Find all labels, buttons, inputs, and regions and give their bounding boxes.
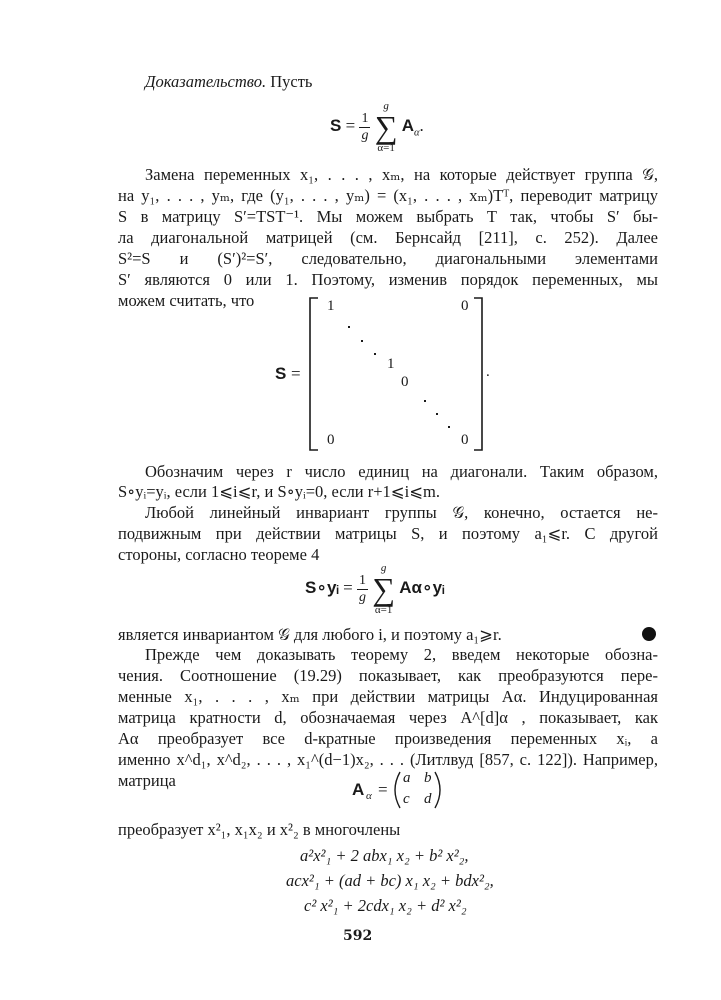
- eq2-sum-top: g: [380, 562, 387, 574]
- eq1-lhs: S: [330, 115, 342, 135]
- eq1-frac-num: 1: [361, 110, 369, 126]
- p2-line-5: стороны, согласно теореме 4: [118, 545, 320, 564]
- matrix-one-mid: 1: [387, 356, 395, 372]
- p5-line-1: преобразует x²₁, x₁x₂ и x²₂ в многочлены: [118, 820, 401, 839]
- p1-line-1: Замена переменных x₁, . . . , xₘ, на которые действует группа 𝒢,: [145, 165, 658, 184]
- p1-line-3: S в матрицу S′=TST⁻¹. Мы можем выбрать T так, чтобы S′ бы-: [118, 207, 658, 226]
- eq3-d: d: [424, 791, 432, 807]
- eq3-lhs: A: [352, 780, 365, 799]
- matrix-one-top: 1: [327, 298, 335, 314]
- eq1-term-sub: α: [414, 127, 420, 139]
- eq2-frac-num: 1: [358, 572, 366, 588]
- eq3-c: c: [403, 791, 410, 807]
- p4-line-5: Aα преобразует все d-кратные произведения переменных xᵢ, а: [118, 729, 658, 748]
- matrix-zero-bottomright: 0: [461, 432, 469, 448]
- p2-line-3: Любой линейный инвариант группы 𝒢, конечно, остается не-: [145, 503, 658, 522]
- eq2-term: Aα∘yᵢ: [399, 577, 445, 597]
- equation-s-definition: S = $\frac{1}{g}$ g ∑ α=1 $A_\alpha$.: [330, 100, 424, 154]
- p4-line-2: чения. Соотношение (19.29) показывает, как преобразуются пере-: [118, 666, 658, 685]
- eq1-frac-den: g: [361, 127, 369, 143]
- eq1-tail: .: [419, 115, 424, 135]
- eq3-lhs-sub: α: [366, 790, 372, 802]
- proof-label: Доказательство.: [145, 72, 267, 91]
- p4-line-3: менные x₁, . . . , xₘ при действии матрицы Aα. Индуцированная: [118, 687, 658, 706]
- page-number: 592: [343, 928, 373, 944]
- matrix-zero-bottomleft: 0: [327, 432, 335, 448]
- eq2-sum: g ∑ α=1: [372, 562, 395, 616]
- matrix-zero-topright: 0: [461, 298, 469, 314]
- eq3-equals: =: [378, 780, 388, 799]
- eq1-sum-top: g: [383, 100, 389, 112]
- matrix-tail: .: [486, 364, 490, 380]
- eq3-b: b: [424, 770, 432, 786]
- p1-line-5: S²=S и (S′)²=S′, следовательно, диагональными элементами: [118, 249, 658, 268]
- p4-line-4: матрица кратности d, обозначаемая через A^[d]α , показывает, как: [118, 708, 658, 727]
- p1-line-2: на y₁, . . . , yₘ, где (y₁, . . . , yₘ) = (x₁, . . . , xₘ)Tᵀ, переводит матрицу: [118, 186, 658, 205]
- p4-line-1: Прежде чем доказывать теорему 2, введем некоторые обозна-: [145, 645, 658, 664]
- p1-line-7: можем считать, что: [118, 291, 255, 310]
- eq2-frac-den: g: [358, 589, 366, 605]
- p1-line-4: ла диагональной матрицей (см. Бернсайд [211], с. 252). Далее: [118, 228, 658, 247]
- eq1-sum: g ∑ α=1: [374, 100, 398, 154]
- polynomial-2: acx²₁ + (ad + bc) x₁ x₂ + bdx²₂,: [286, 871, 494, 890]
- eq1-sum-bottom: α=1: [377, 142, 395, 154]
- p4-line-6: именно x^d₁, x^d₂, . . . , x₁^(d−1)x₂, . . . (Литлвуд [857, с. 122]). Например,: [118, 750, 658, 769]
- proof-lead: Пусть: [270, 72, 313, 91]
- p1-line-6: S′ являются 0 или 1. Поэтому, изменив порядок переменных, мы: [118, 270, 658, 289]
- eq1-term: A: [401, 115, 415, 135]
- p2-line-1: Обозначим через r число единиц на диагонали. Таким образом,: [145, 462, 658, 481]
- matrix-lhs: S: [275, 364, 287, 383]
- eq2-sum-bottom: α=1: [374, 604, 393, 616]
- eq3-a: a: [403, 770, 411, 786]
- matrix-zero-mid: 0: [401, 374, 409, 390]
- p2-line-2: S∘yᵢ=yᵢ, если 1⩽i⩽r, и S∘yᵢ=0, если r+1⩽i⩽m.: [118, 482, 440, 501]
- equation-s-action: S∘yᵢ = $\frac{1}{g}$ g ∑ α=1 Aα∘yᵢ: [305, 562, 445, 616]
- p4-line-7: матрица: [118, 771, 176, 790]
- p2-line-4: подвижным при действии матрицы S, и поэтому a₁⩽r. С другой: [118, 524, 658, 543]
- matrix-eq: =: [291, 364, 301, 383]
- polynomial-1: a²x²₁ + 2 abx₁ x₂ + b² x²₂,: [300, 846, 469, 865]
- polynomial-3: c² x²₁ + 2cdx₁ x₂ + d² x²₂: [304, 896, 467, 915]
- p3-line-1: является инвариантом 𝒢 для любого i, и поэтому a₁⩾r.: [118, 625, 502, 644]
- eq2-lhs: S∘yᵢ: [305, 577, 339, 597]
